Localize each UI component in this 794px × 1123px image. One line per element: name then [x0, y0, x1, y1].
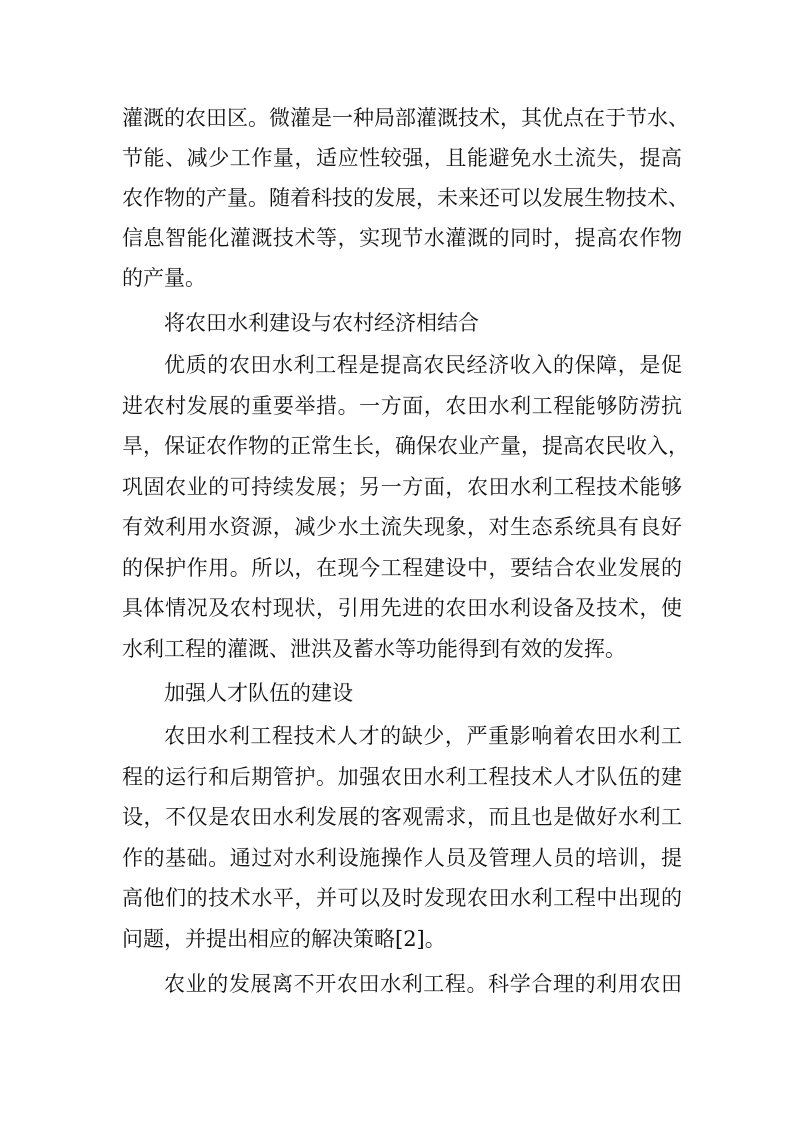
text-line: 程的运行和后期管护。加强农田水利工程技术人才队伍的建: [122, 765, 682, 789]
text-line: 节能、减少工作量，适应性较强，且能避免水土流失，提高: [122, 146, 682, 170]
text-line: 的产量。: [122, 266, 206, 290]
text-line: 的保护作用。所以，在现今工程建设中，要结合农业发展的: [122, 556, 682, 580]
text-line: 作的基础。通过对水利设施操作人员及管理人员的培训，提: [122, 846, 682, 870]
section-heading: 将农田水利建设与农村经济相结合: [164, 311, 479, 335]
section-heading: 加强人才队伍的建设: [164, 681, 353, 705]
text-line: 巩固农业的可持续发展；另一方面，农田水利工程技术能够: [122, 475, 682, 499]
text-line: 水利工程的灌溉、泄洪及蓄水等功能得到有效的发挥。: [122, 637, 626, 661]
text-line: 农田水利工程技术人才的缺少，严重影响着农田水利工: [164, 724, 682, 748]
text-line: 农作物的产量。随着科技的发展，未来还可以发展生物技术、: [122, 186, 689, 210]
text-line: 具体情况及农村现状，引用先进的农田水利设备及技术，使: [122, 596, 682, 620]
text-line: 农业的发展离不开农田水利工程。科学合理的利用农田: [164, 972, 682, 996]
text-line: 高他们的技术水平，并可以及时发现农田水利工程中出现的: [122, 886, 682, 910]
text-line: 信息智能化灌溉技术等，实现节水灌溉的同时，提高农作物: [122, 226, 682, 250]
text-line: 旱，保证农作物的正常生长，确保农业产量，提高农民收入，: [122, 434, 689, 458]
text-line: 灌溉的农田区。微灌是一种局部灌溉技术，其优点在于节水、: [122, 106, 689, 130]
text-line: 设，不仅是农田水利发展的客观需求，而且也是做好水利工: [122, 805, 682, 829]
text-line: 优质的农田水利工程是提高农民经济收入的保障，是促: [164, 353, 682, 377]
text-line: 有效利用水资源，减少水土流失现象，对生态系统具有良好: [122, 515, 682, 539]
text-line: 问题，并提出相应的解决策略[2]。: [122, 927, 446, 951]
text-line: 进农村发展的重要举措。一方面，农田水利工程能够防涝抗: [122, 394, 682, 418]
